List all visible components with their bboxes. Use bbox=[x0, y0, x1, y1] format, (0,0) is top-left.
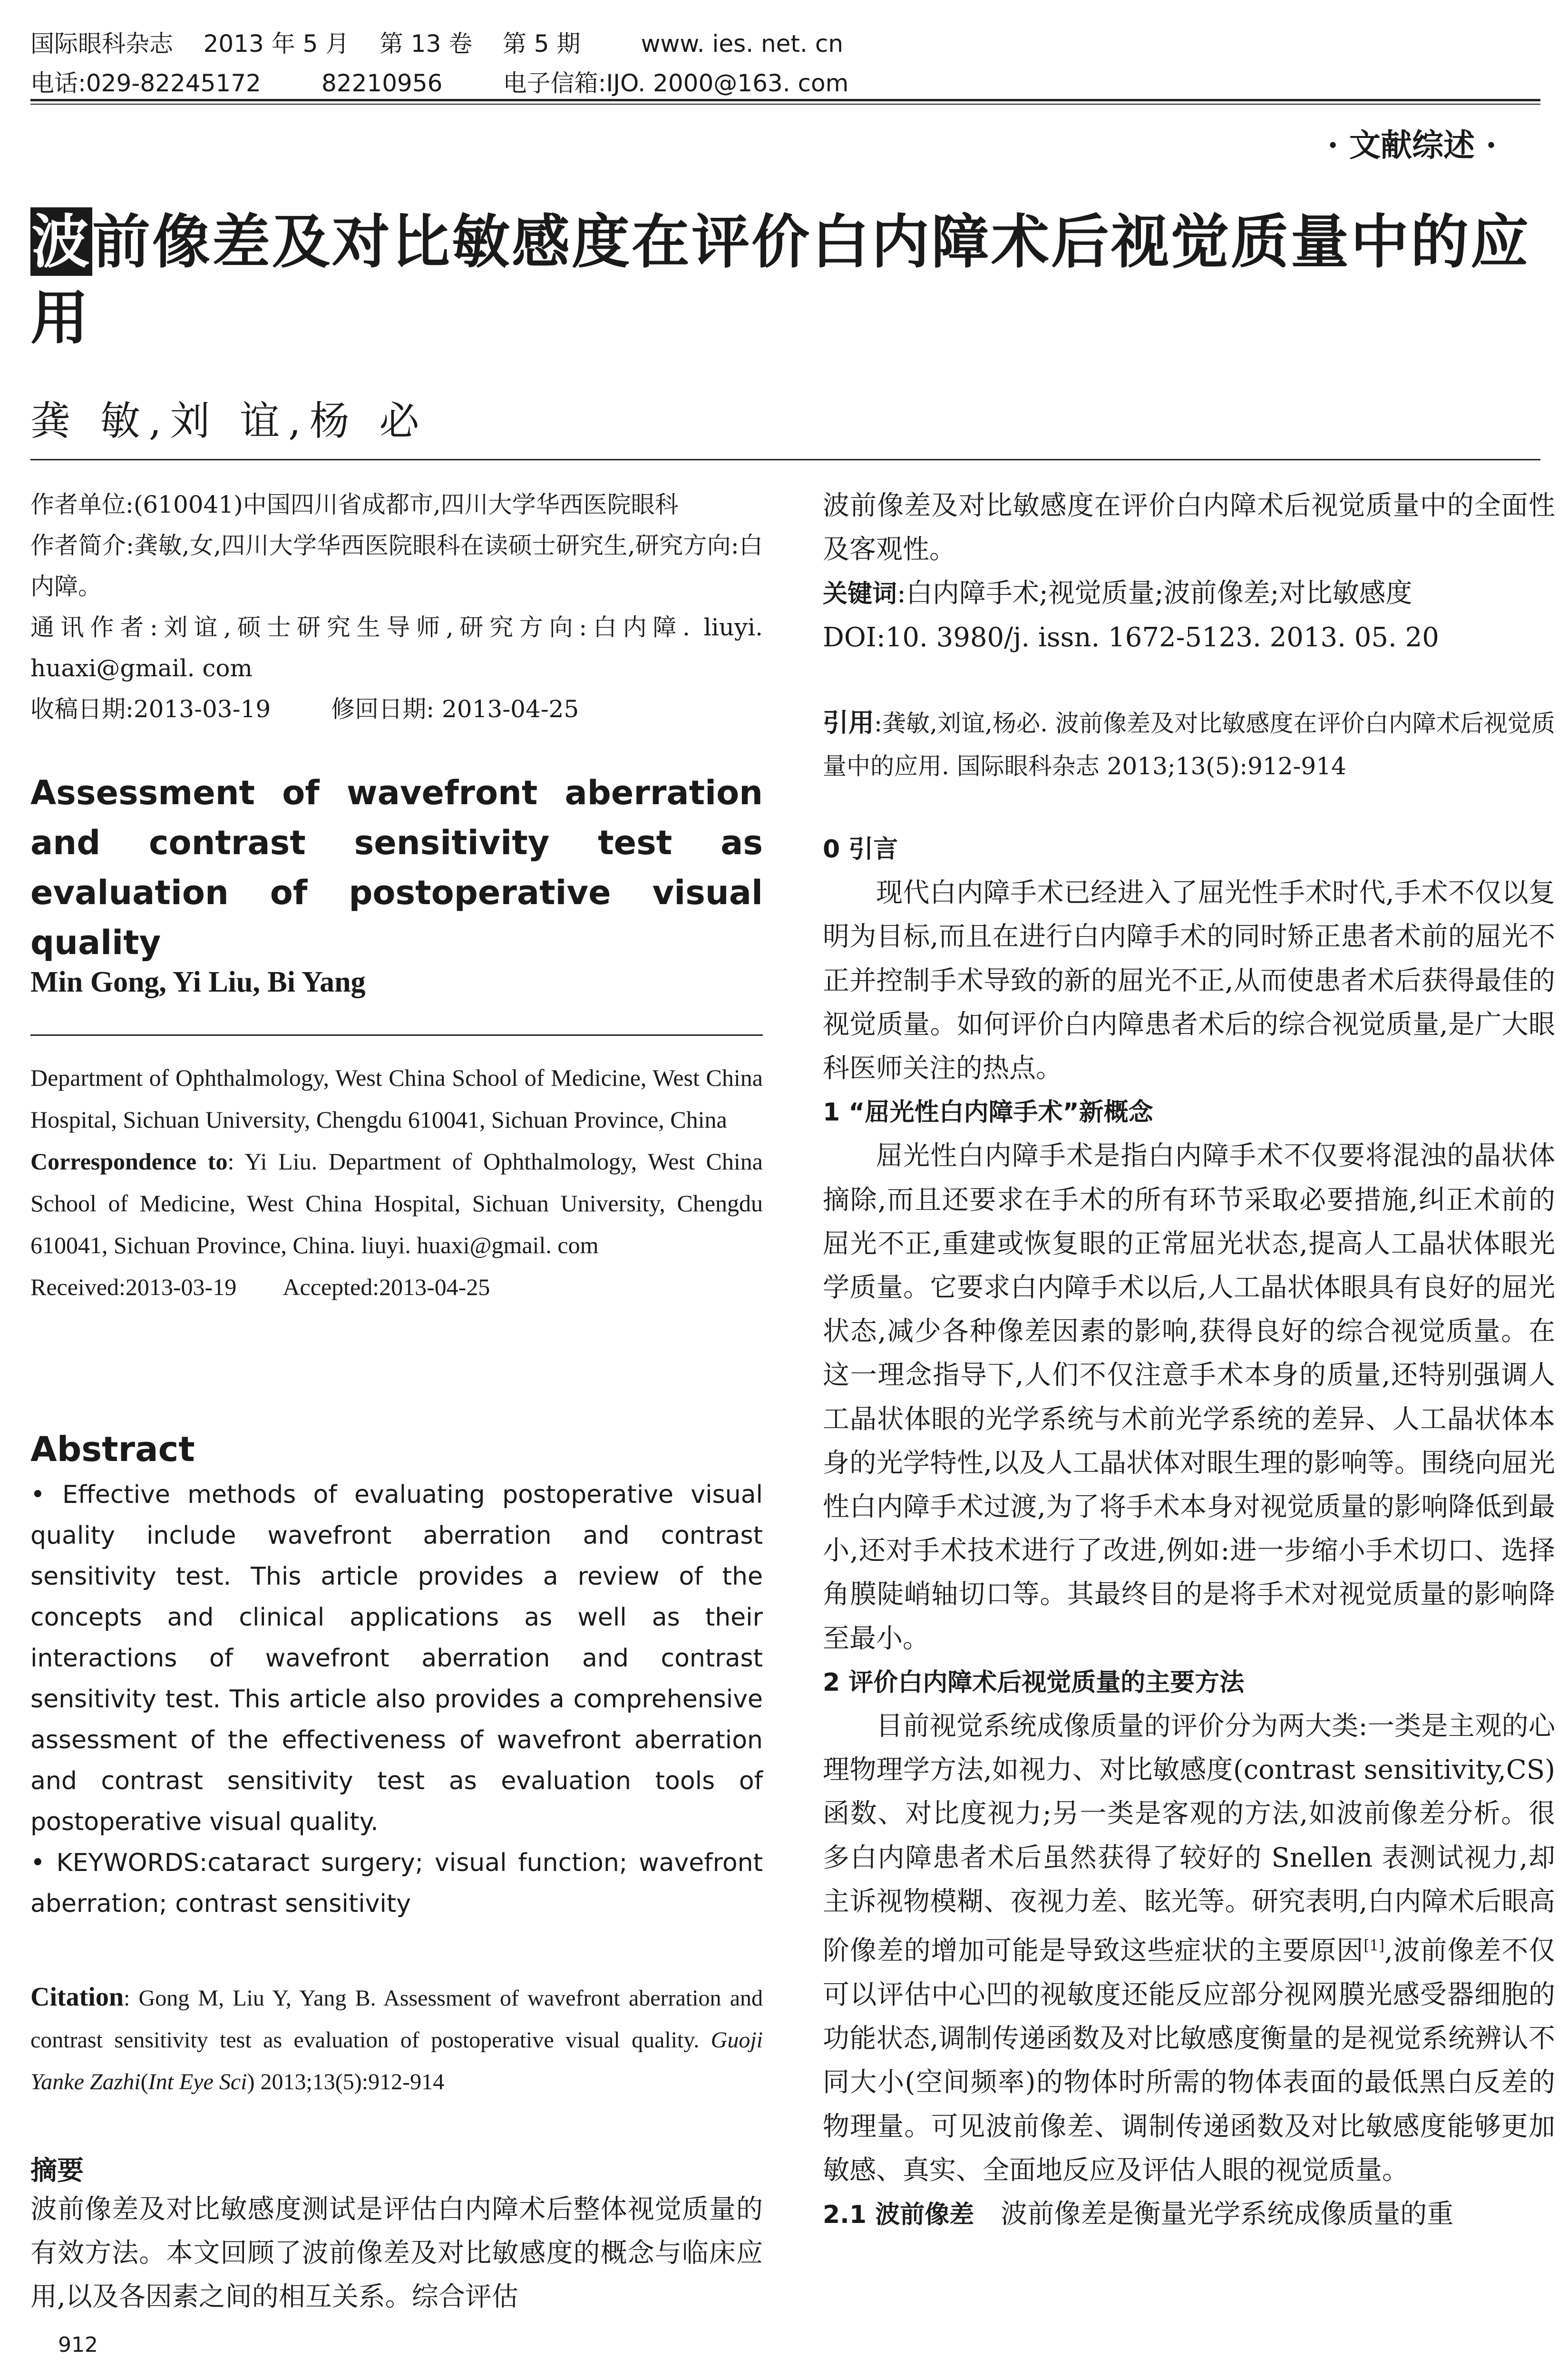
abstract-heading: Abstract bbox=[30, 1429, 195, 1469]
citation-tail: ) 2013;13(5):912-914 bbox=[247, 2069, 445, 2094]
heading-2-1: 2.1 波前像差 bbox=[823, 2200, 974, 2229]
page-number: 912 bbox=[58, 2333, 98, 2357]
correspondence-text: : Yi Liu. Department of Ophthalmology, West China School of Medicine, West China Hospital, Sichuan University, Chengdu 610041, Sichuan Province, China. liuyi. huaxi@gmail. com bbox=[30, 1148, 763, 1258]
received-date-cn: 收稿日期:2013-03-19 修回日期: 2013-04-25 bbox=[30, 695, 579, 723]
keywords-label: 关键词 bbox=[823, 580, 897, 608]
received-accepted-en: Received:2013-03-19 Accepted:2013-04-25 bbox=[30, 1274, 490, 1300]
author-bio-cn: 作者简介:龚敏,女,四川大学华西医院眼科在读硕士研究生,研究方向:白内障。 bbox=[30, 532, 763, 600]
citation-journal: Guoji Yanke Zazhi bbox=[30, 2027, 763, 2094]
paragraph-2b: ,波前像差不仅可以评估中心凹的视敏度还能反应部分视网膜光感受器细胞的功能状态,调制传递函数及对比敏感度衡量的是视觉系统辨认不同大小(空间频率)的物体时所需的物体表面的最低黑白反差的物理量。可见波前像差、调制传递函数及对比敏感度能够更加敏感、真实、全面地反应及评估人眼的视觉质量。 bbox=[823, 1935, 1555, 2186]
affiliation-en: Department of Ophthalmology, West China School of Medicine, West China Hospital, Sichuan University, Chengdu 610041, Sichuan Province, China bbox=[30, 1064, 763, 1133]
journal-header-line1: 国际眼科杂志 2013 年 5 月 第 13 卷 第 5 期 www. ies. net. cn bbox=[30, 30, 844, 58]
header-rule-bottom bbox=[30, 104, 1540, 105]
keywords-text: :白内障手术;视觉质量;波前像差;对比敏感度 bbox=[897, 578, 1412, 609]
citation-journal-en: Int Eye Sci bbox=[148, 2069, 247, 2094]
keywords-cn bbox=[823, 572, 1555, 616]
heading-2: 2 评价白内障术后视觉质量的主要方法 bbox=[823, 1668, 1245, 1697]
title-first-char: 波 bbox=[31, 207, 91, 276]
abstract-keywords: • KEYWORDS:cataract surgery; visual function; wavefront aberration; contrast sensitivity bbox=[30, 1849, 763, 1918]
abstract-body bbox=[30, 1474, 763, 1924]
doi: DOI:10. 3980/j. issn. 1672-5123. 2013. 05. 20 bbox=[823, 622, 1439, 653]
authors-cn: 龚 敏,刘 谊,杨 必 bbox=[30, 398, 428, 444]
cn-author-info bbox=[30, 484, 763, 730]
abstract-cn-continued: 波前像差及对比敏感度在评价白内障术后视觉质量中的全面性及客观性。 bbox=[823, 490, 1555, 565]
abstract-cn-body: 波前像差及对比敏感度测试是评估白内障术后整体视觉质量的有效方法。本文回顾了波前像差及对比敏感度的概念与临床应用,以及各因素之间的相互关系。综合评估 bbox=[30, 2194, 763, 2312]
reference-1: [1] bbox=[1363, 1937, 1384, 1955]
heading-0-intro: 0 引言 bbox=[823, 835, 898, 864]
main-text bbox=[823, 828, 1555, 2237]
corresponding-author-cn: 通讯作者:刘谊,硕士研究生导师,研究方向:白内障. liuyi. huaxi@gmail. com bbox=[30, 614, 763, 682]
cite-cn-label: 引用 bbox=[823, 708, 875, 738]
title-rule bbox=[30, 459, 1540, 460]
paragraph-1: 屈光性白内障手术是指白内障手术不仅要将混浊的晶状体摘除,而且还要求在手术的所有环节采取必要措施,纠正术前的屈光不正,重建或恢复眼的正常屈光状态,提高人工晶状体眼光学质量。它要求白内障手术以后,人工晶状体眼具有良好的屈光状态,减少各种像差因素的影响,获得良好的综合视觉质量。在这一理念指导下,人们不仅注意手术本身的质量,还特别强调人工晶状体眼的光学系统与术前光学系统的差异、人工晶状体本身的光学特性,以及人工晶状体对眼生理的影响等。围绕向屈光性白内障手术过渡,为了将手术本身对视觉质量的影响降低到最小,还对手术技术进行了改进,例如:进一步缩小手术切口、选择角膜陡峭轴切口等。其最终目的是将手术对视觉质量的影响降至最小。 bbox=[823, 1140, 1555, 1654]
citation-text: : Gong M, Liu Y, Yang B. Assessment of wavefront aberration and contrast sensitivity test as evaluation of postoperative visual quality. bbox=[30, 1986, 763, 2053]
paragraph-2-1-text: 波前像差是衡量光学系统成像质量的重 bbox=[1001, 2198, 1454, 2230]
paragraph-intro: 现代白内障手术已经进入了屈光性手术时代,手术不仅以复明为目标,而且在进行白内障手术的同时矫正患者术前的屈光不正并控制手术导致的新的屈光不正,从而使患者术后获得最佳的视觉质量。如何评价白内障患者术后的综合视觉质量,是广大眼科医师关注的热点。 bbox=[823, 877, 1555, 1084]
english-title: Assessment of wavefront aberration and contrast sensitivity test as evaluation of postoperative visual quality bbox=[30, 773, 763, 962]
paragraph-2a: 目前视觉系统成像质量的评价分为两大类:一类是主观的心理物理学方法,如视力、对比敏感度(contrast sensitivity,CS)函数、对比度视力;另一类是客观的方法,如波前像差分析。很多白内障患者术后虽然获得了较好的 Snellen 表测试视力,却主诉视物模糊、夜视力差、眩光等。研究表明,白内障术后眼高阶像差的增加可能是导致这些症状的主要原因 bbox=[823, 1711, 1555, 1967]
citation-en bbox=[30, 1976, 763, 2103]
citation-label: Citation bbox=[30, 1982, 124, 2012]
abstract-cn-heading: 摘要 bbox=[30, 2155, 84, 2186]
affiliation-cn: 作者单位:(610041)中国四川省成都市,四川大学华西医院眼科 bbox=[30, 491, 679, 518]
correspondence-en bbox=[30, 1140, 763, 1266]
abstract-paragraph: • Effective methods of evaluating postoperative visual quality include wavefront aberration and contrast sensitivity test. This article provides a review of the concepts and clinical applications as well as their interactions of wavefront aberration and contrast sensitivity test. This article also provides a comprehensive assessment of the effectiveness of wavefront aberration and contrast sensitivity test as evaluation tools of postoperative visual quality. bbox=[30, 1481, 763, 1836]
heading-1: 1 “屈光性白内障手术”新概念 bbox=[823, 1098, 1153, 1127]
en-authors-rule bbox=[30, 1034, 763, 1036]
section-label: · 文献综述 · bbox=[1327, 127, 1497, 164]
paragraph-2-1 bbox=[823, 2192, 1555, 2237]
title-rest: 前像差及对比敏感度在评价白内障术后视觉质量中的应用 bbox=[30, 207, 1530, 352]
english-authors: Min Gong, Yi Liu, Bi Yang bbox=[30, 966, 366, 998]
english-affiliation bbox=[30, 1057, 763, 1308]
right-top-block bbox=[823, 484, 1555, 660]
header-rule-top bbox=[30, 99, 1540, 101]
citation-paren: ( bbox=[140, 2069, 148, 2094]
correspondence-label: Correspondence to bbox=[30, 1148, 228, 1175]
article-title bbox=[30, 204, 1538, 356]
paragraph-2 bbox=[823, 1705, 1555, 2192]
journal-header-line2: 电话:029-82245172 82210956 电子信箱:IJO. 2000@163. com bbox=[30, 69, 849, 97]
cite-cn-text: :龚敏,刘谊,杨必. 波前像差及对比敏感度在评价白内障术后视觉质量中的应用. 国际眼科杂志 2013;13(5):912-914 bbox=[823, 710, 1556, 780]
citation-cn bbox=[823, 701, 1555, 788]
